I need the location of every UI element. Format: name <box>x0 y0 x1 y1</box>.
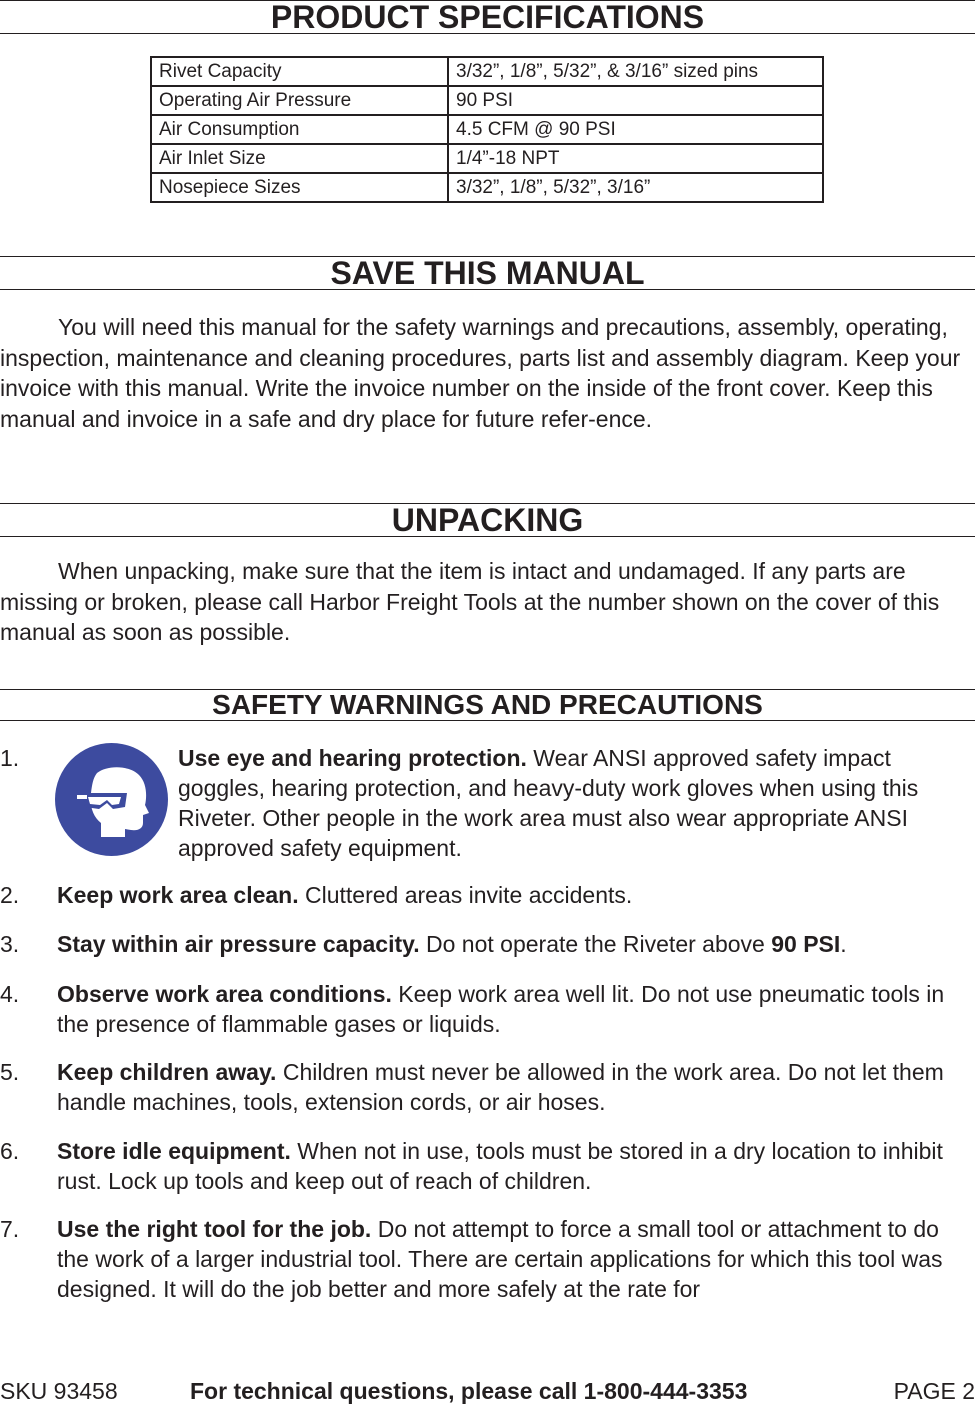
unpacking-text: When unpacking, make sure that the item is intact and undamaged. If any parts are missing or broken, please call Harbor Freight Tools at the number shown on the cover of this manual as soon as possible. <box>0 558 940 645</box>
safety-item <box>57 880 975 910</box>
item-number: 3. <box>0 931 20 957</box>
spec-value: 1/4”-18 NPT <box>448 144 823 173</box>
spec-value: 90 PSI <box>448 86 823 115</box>
safety-item <box>57 1136 975 1196</box>
item-title: Stay within air pressure capacity. <box>57 931 420 957</box>
item-title: Store idle equipment. <box>57 1138 291 1164</box>
item-number: 4. <box>0 981 20 1007</box>
table-row <box>151 115 823 144</box>
specs-heading: PRODUCT SPECIFICATIONS <box>0 0 975 34</box>
safety-item <box>57 1214 975 1304</box>
item-title: Observe work area conditions. <box>57 981 392 1007</box>
safety-item <box>57 1057 975 1117</box>
item-number: 1. <box>0 745 20 771</box>
safety-item <box>57 929 975 959</box>
item-emphasis: 90 PSI <box>771 931 841 957</box>
item-text-end: . <box>840 931 847 957</box>
footer-page-number: PAGE 2 <box>893 1378 975 1404</box>
item-text: Do not attempt to force a small tool or attachment to do the work of a larger industrial tool. There are certain applications for which this tool was designed. It will do the job better and more safely at the rate for <box>57 1216 943 1302</box>
unpacking-heading: UNPACKING <box>0 503 975 537</box>
spec-label: Rivet Capacity <box>151 57 448 86</box>
item-title: Keep work area clean. <box>57 882 299 908</box>
table-row <box>151 173 823 202</box>
spec-label: Operating Air Pressure <box>151 86 448 115</box>
safety-item <box>178 743 975 863</box>
safety-goggles-icon <box>55 743 168 856</box>
item-title: Keep children away. <box>57 1059 277 1085</box>
save-manual-heading: SAVE THIS MANUAL <box>0 256 975 290</box>
footer-sku: SKU 93458 <box>0 1378 118 1404</box>
table-row <box>151 57 823 86</box>
spec-value: 4.5 CFM @ 90 PSI <box>448 115 823 144</box>
footer-tech-support: For technical questions, please call 1-800-444-3353 <box>190 1378 748 1404</box>
table-row <box>151 144 823 173</box>
item-title: Use eye and hearing protection. <box>178 745 527 771</box>
item-number: 7. <box>0 1216 20 1242</box>
spec-value: 3/32”, 1/8”, 5/32”, & 3/16” sized pins <box>448 57 823 86</box>
item-text: Wear ANSI approved safety impact goggles, hearing protection, and heavy-duty work gloves when using this Riveter. Other people in the work area must also wear appropriate ANSI approved safety equipment. <box>178 745 919 861</box>
specs-table <box>150 56 824 203</box>
spec-label: Air Inlet Size <box>151 144 448 173</box>
table-row <box>151 86 823 115</box>
safety-item <box>57 979 975 1039</box>
item-text: Cluttered areas invite accidents. <box>298 882 633 908</box>
item-text: Children must never be allowed in the work area. Do not let them handle machines, tools, extension cords, or air hoses. <box>57 1059 944 1115</box>
item-number: 5. <box>0 1059 20 1085</box>
item-text: Keep work area well lit. Do not use pneumatic tools in the presence of flammable gases or liquids. <box>57 981 945 1037</box>
item-number: 2. <box>0 882 20 908</box>
item-title: Use the right tool for the job. <box>57 1216 372 1242</box>
spec-label: Nosepiece Sizes <box>151 173 448 202</box>
item-number: 6. <box>0 1138 20 1164</box>
spec-label: Air Consumption <box>151 115 448 144</box>
item-text: Do not operate the Riveter above <box>419 931 772 957</box>
safety-heading: SAFETY WARNINGS AND PRECAUTIONS <box>0 689 975 721</box>
save-manual-text: You will need this manual for the safety warnings and precautions, assembly, operating, inspection, maintenance and cleaning procedures, parts list and assembly diagram. Keep your invoice with this manual. Write the invoice number on the inside of the front cover. Keep this manual and invoice in a safe and dry place for future refer-ence. <box>0 314 961 432</box>
spec-value: 3/32”, 1/8”, 5/32”, 3/16” <box>448 173 823 202</box>
item-text: When not in use, tools must be stored in a dry location to inhibit rust. Lock up tools and keep out of reach of children. <box>57 1138 943 1194</box>
